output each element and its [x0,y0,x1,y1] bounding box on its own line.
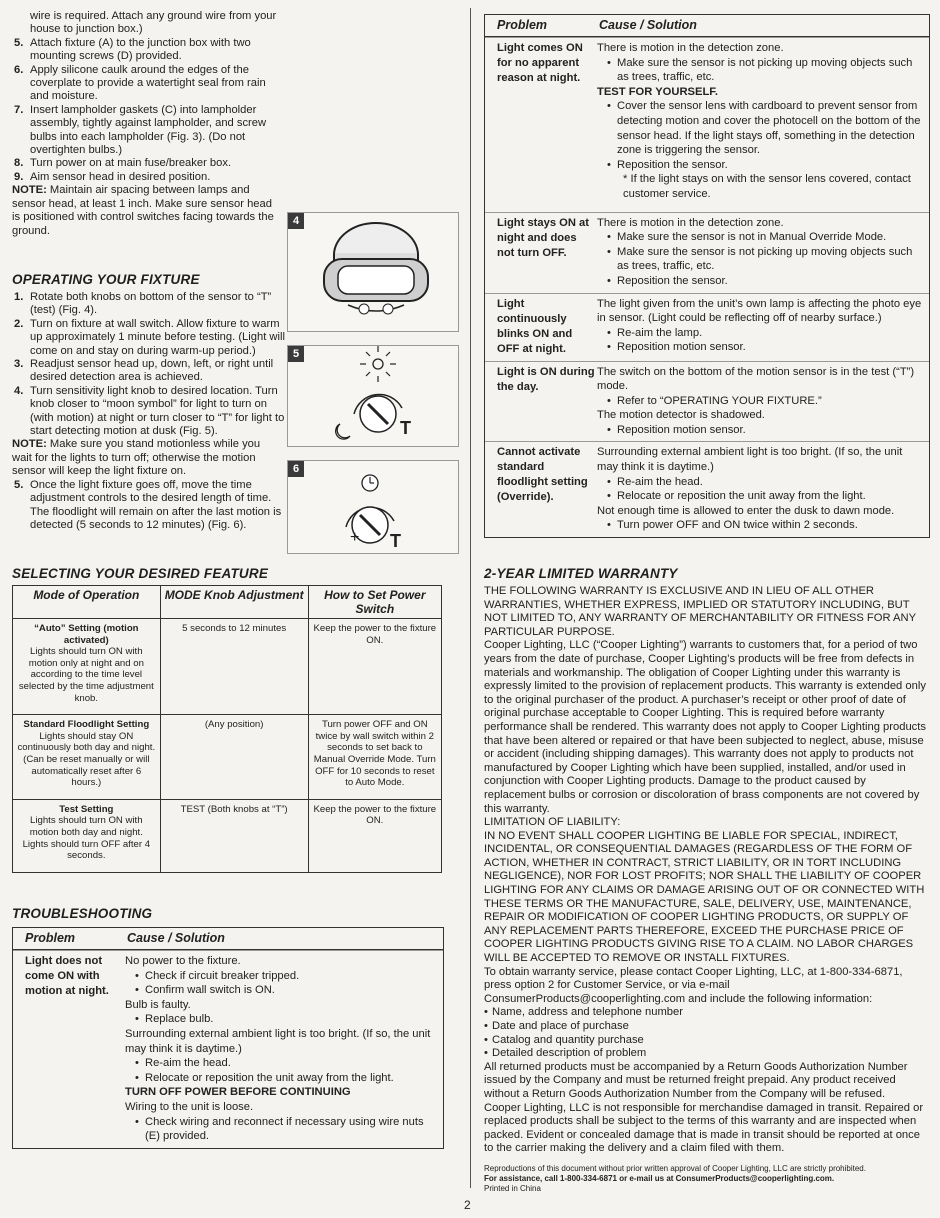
problem-cell: Light stays ON at night and does not turn OFF. [497,216,590,259]
mode-description: Lights should stay ON continuously both day and night. (Can be reset manually or will automatically reset after 6 hours.) [17,730,156,789]
list-item [12,358,287,385]
table-row [485,441,929,537]
step-text: Attach fixture (A) to the junction box with two mounting screws (D) provided. [30,36,251,63]
problem-cell: Light is ON during the day. [497,365,595,393]
cause-text: The motion detector is shadowed. [597,409,765,422]
solution-item: • Reposition motion sensor. [597,423,923,438]
solution-item: • Refer to “OPERATING YOUR FIXTURE.” [597,394,923,409]
solution-item: • Re-aim the lamp. [597,326,923,341]
power-cell: Turn power OFF and ON twice by wall switch within 2 seconds to set back to Manual Override Mode. Turn OFF for 10 seconds to reset to Auto Mode. [308,715,441,800]
figure-5-label: 5 [288,346,304,362]
cause-text: There is motion in the detection zone. [597,216,784,229]
solution-item: • Make sure the sensor is not picking up moving objects such as trees, traffic, etc. [597,245,923,274]
sensor-head-illustration [288,213,458,331]
step-text: Once the light fixture goes off, move the time adjustment controls to the desired length of time. The floodlight will remain on after the last motion is detected (5 seconds to 12 minutes) (Fig. 6). [30,478,282,531]
fine-print [484,1164,930,1194]
solution-item: • Reposition the sensor. [597,274,923,289]
list-item [12,37,280,64]
solution-item: • Check if circuit breaker tripped. [125,969,437,984]
step-number: 3. [14,358,24,371]
cause-text: Surrounding external ambient light is too bright. (If so, the unit may think it is daytime.) [597,446,903,474]
step-number: 1. [14,291,24,303]
page-number: 2 [464,1198,471,1212]
mode-cell [13,799,161,872]
warranty-disclaimer: THE FOLLOWING WARRANTY IS EXCLUSIVE AND IN LIEU OF ALL OTHER WARRANTIES, WHETHER EXPRESS, IMPLIED OR STATUTORY INCLUDING, BUT NOT LIMITED TO, ANY WARRANTY OF MERCHANTABILITY OR FITNESS FOR ANY PARTICULAR PURPOSE. [484,585,916,638]
step-number: 5. [14,36,24,49]
warning-text: TURN OFF POWER BEFORE CONTINUING [125,1086,351,1099]
step-number: 4. [14,384,24,397]
col-problem: Problem [25,931,76,945]
feature-table [12,585,442,873]
troubleshooting-header [13,928,443,950]
troubleshooting-table-2 [484,14,930,538]
install-list [12,37,280,184]
step-text: Apply silicone caulk around the edges of the coverplate to provide a watertight seal from rain and moisture. [30,63,266,103]
solution-item: • Relocate or reposition the unit away from the light. [125,1071,437,1086]
list-item [12,479,287,533]
col-cause: Cause / Solution [127,931,225,945]
step-text: Insert lampholder gaskets (C) into lampholder assembly, tightly against lampholder, and screw bulbs into each lampholder (Fig. 3). (Do not overtighten bulbs.) [30,103,267,157]
knob-cell: TEST (Both knobs at “T”) [160,799,308,872]
figure-4 [287,212,459,332]
sub-note: * If the light stays on with the sensor lens covered, contact customer service. [623,173,911,200]
problem-cell: Cannot activate standard floodlight setting (Override). [497,446,588,504]
list-item [12,64,280,104]
transit-policy: Cooper Lighting, LLC is not responsible for merchandise damaged in transit. Repaired or replaced products shall be subject to the terms of this warranty and are inspected when packed. Evident or concealed damage that is made in transit should be reported at once to the carrier making the delivery and a claim filed with them. [484,1101,924,1155]
knob-cell: 5 seconds to 12 minutes [160,619,308,715]
step-number: 7. [14,103,24,116]
note-text: Maintain air spacing between lamps and sensor head, at least 1 inch. Make sure sensor head is positioned with control switches facing towards the ground. [12,184,274,237]
solution-item: • Make sure the sensor is not in Manual Override Mode. [597,230,923,245]
operating-list [12,291,287,438]
cause-text: TEST FOR YOURSELF. [597,85,719,98]
table-row [485,212,929,293]
step-text: Rotate both knobs on bottom of the sensor to “T” (test) (Fig. 4). [30,291,272,317]
troubleshooting-table [12,927,444,1149]
list-item [12,318,287,358]
solution-item: • Turn power OFF and ON twice within 2 seconds. [597,518,923,533]
cause-cell [597,297,929,357]
step-number: 9. [14,170,24,183]
problem-cell: Light continuously blinks ON and OFF at night. [497,297,573,355]
fine-print-1: Reproductions of this document without prior written approval of Cooper Lighting, LLC are strictly prohibited. [484,1163,866,1173]
power-cell: Keep the power to the fixture ON. [308,799,441,872]
mode-description: Lights should turn ON with motion only at night and on according to the time level selected by the time adjustment knob. [18,646,154,704]
mode-title: “Auto” Setting (motion activated) [34,623,139,646]
list-item [12,171,280,184]
column-header: How to Set Power Switch [308,586,441,619]
cause-cell [597,445,929,533]
feature-table-body [13,619,442,873]
warranty-terms: Cooper Lighting, LLC (“Cooper Lighting”) warrants to customers that, for a period of two years from the date of purchase, Cooper Lighting’s products will be free from defects in materials and workmanship. The obligation of Cooper Lighting under this warranty is expressly limited to the provision of replacement products. This warranty is extended only to the original purchaser of the product. A purchaser’s receipt or other proof of date of original purchase acceptable to Cooper Lighting. This is required before warranty performance shall be rendered. This warranty does not apply to Cooper Lighting products that have been altered or repaired or that have been subjected to neglect, abuse, misuse or accident (including shipping damages). This warranty does not apply to products not manufactured by Cooper Lighting which have been supplied, installed, and/or used in conjunction with Cooper Lighting products. Damage to the product caused by replacement bulbs or corrosion or discoloration of brass components are not covered by this warranty. [484,639,926,815]
liability-heading: LIMITATION OF LIABILITY: [484,816,621,829]
step-text: Turn power on at main fuse/breaker box. [30,157,232,170]
troubleshooting-heading: TROUBLESHOOTING [12,906,153,921]
table-row [13,799,442,872]
table-row [485,37,929,212]
mode-title: Standard Floodlight Setting [23,719,150,731]
figure-4-label: 4 [288,213,304,229]
problem-cell: Light does not come ON with motion at night. [25,955,109,997]
list-item [12,104,280,158]
solution-item: • Relocate or reposition the unit away from the light. [597,489,923,504]
list-item: • Catalog and quantity purchase [484,1034,930,1048]
table-row [13,715,442,800]
feature-section [12,566,452,873]
step-text: Turn on fixture at wall switch. Allow fixture to warm up approximately 1 minute before testing. (Light will come on and stay on during warm-up period.) [30,317,285,357]
solution-item: • Confirm wall switch is ON. [125,983,437,998]
cause-cell [597,216,929,289]
mode-title: Test Setting [59,803,114,815]
cause-text: The light given from the unit’s own lamp is affecting the photo eye in sensor. (Light could be reflecting off of nearby surface.) [597,297,922,325]
feature-table-header [13,586,442,619]
solution-item: • Reposition the sensor. [597,158,923,173]
column-header: MODE Knob Adjustment [160,586,308,619]
solution-item: • Re-aim the head. [125,1056,437,1071]
table-row [485,361,929,442]
list-item: • Detailed description of problem [484,1047,930,1061]
step-text: Readjust sensor head up, down, left, or right until desired detection area is achieved. [30,358,274,384]
solution-item: • Check wiring and reconnect if necessary using wire nuts (E) provided. [125,1115,437,1144]
knob-cell: (Any position) [160,715,308,800]
mode-cell [13,715,161,800]
mode-cell [13,619,161,715]
warranty-section [484,566,930,1194]
install-steps [12,10,280,238]
solution-item: • Re-aim the head. [597,475,923,490]
mode-description: Lights should turn ON with motion both day and night. Lights should turn OFF after 4 seconds. [22,815,151,862]
warranty-body [484,585,930,1194]
list-item: • Date and place of purchase [484,1020,930,1034]
cause-cell [125,954,443,1144]
cause-text: There is motion in the detection zone. [597,42,784,54]
fine-print-2: For assistance, call 1-800-334-6871 or e-mail us at ConsumerProducts@cooperlighting.com. [484,1173,835,1183]
list-item [12,291,287,318]
liability-text: IN NO EVENT SHALL COOPER LIGHTING BE LIABLE FOR SPECIAL, INDIRECT, INCIDENTAL, OR CONSEQUENTIAL DAMAGES (REGARDLESS OF THE FORM OF ACTION, WHETHER IN CONTRACT, STRICT LIABILITY, OR IN TORT INCLUDING NEGLIGENCE), NOR FOR LOST PROFITS; NOR SHALL THE LIABILITY OF COOPER LIGHTING FOR ANY CLAIMS OR DAMAGE ARISING OUT OF OR CONNECTED WITH THESE TERMS OR THE MANUFACTURE, SALE, DELIVERY, USE, MAINTENANCE, REPAIR OR MODIFICATION OF COOPER LIGHTING PRODUCTS, OR SUPPLY OF ANY REPLACEMENT PARTS THEREFORE, EXCEED THE PURCHASE PRICE OF COOPER LIGHTING PRODUCTS GIVING RISE TO A CLAIM. NO LABOR CHARGES WILL BE ACCEPTED TO REMOVE OR INSTALL FIXTURES. [484,829,925,965]
figure-5 [287,345,459,447]
step-number: 8. [14,157,24,170]
cause-text: No power to the fixture. [125,955,241,967]
operating-note [12,438,274,478]
plus-label: + [350,529,360,546]
step-text: Turn sensitivity light knob to desired location. Turn knob closer to “moon symbol” for light to turn on (with motion) at night or turn closer to “T” for light to start detecting motion at dusk (Fig. 5). [30,384,285,438]
table-row [13,950,443,1148]
cause-text: Not enough time is allowed to enter the dusk to dawn mode. [597,504,895,517]
step-number: 2. [14,317,24,330]
power-cell: Keep the power to the fixture ON. [308,619,441,715]
col-cause: Cause / Solution [599,18,697,32]
troubleshooting-section [12,906,456,1149]
operating-list-2 [12,479,287,533]
install-note [12,184,274,238]
solution-item: • Replace bulb. [125,1012,437,1027]
install-intro: wire is required. Attach any ground wire from your house to junction box.) [30,10,277,36]
figure-6 [287,460,459,554]
col-problem: Problem [497,18,548,32]
solution-item: • Cover the sensor lens with cardboard to prevent sensor from detecting motion and cover the photocell on the bottom of the sensor head. If the light stays off, something in the detection zone is triggering the sensor. [597,99,923,157]
cause-text: Wiring to the unit is loose. [125,1100,254,1113]
op-note-text: Make sure you stand motionless while you wait for the lights to turn off; otherwise the motion sensor will keep the light fixture on. [12,438,261,478]
cause-text: The switch on the bottom of the motion sensor is in the test (“T”) mode. [597,365,915,393]
step-text: Aim sensor head in desired position. [30,170,211,183]
figure-6-label: 6 [288,461,304,477]
cause-text: Bulb is faulty. [125,998,191,1011]
cause-cell [597,365,929,438]
cause-cell [597,41,929,202]
feature-heading: SELECTING YOUR DESIRED FEATURE [12,566,269,581]
sensitivity-knob-illustration [288,346,458,446]
cause-text: Surrounding external ambient light is too bright. (If so, the unit may think it is daytime.) [125,1027,431,1055]
time-knob-illustration [288,461,458,553]
operating-section [12,272,287,532]
op-note-label: NOTE: [12,438,47,451]
column-divider [470,8,471,1188]
step-number: 5. [14,478,24,491]
warranty-heading: 2-YEAR LIMITED WARRANTY [484,566,678,581]
column-header: Mode of Operation [13,586,161,619]
step-number: 6. [14,63,24,76]
solution-item: • Make sure the sensor is not picking up moving objects such as trees, traffic, etc. [597,56,923,85]
return-policy: All returned products must be accompanied by a Return Goods Authorization Number issued by the Company and must be returned freight prepaid. Any product received without a Return Goods Authorization Number from the Company will be refused. [484,1060,908,1100]
table-row [13,619,442,715]
operating-heading: OPERATING YOUR FIXTURE [12,272,200,287]
service-instructions: To obtain warranty service, please contact Cooper Lighting, LLC, at 1-800-334-6871, press option 2 for Customer Service, or via e-mail ConsumerProducts@cooperlighting.com and include the following information: [484,965,903,1005]
list-item [12,385,287,439]
troubleshooting-header-2 [485,15,929,37]
list-item [12,157,280,170]
problem-cell: Light comes ON for no apparent reason at night. [497,42,583,84]
note-label: NOTE: [12,184,47,197]
t-label-6: T [390,531,401,551]
table-row [485,293,929,361]
fine-print-3: Printed in China [484,1183,541,1193]
list-item: • Name, address and telephone number [484,1006,930,1020]
t-label: T [400,418,411,438]
solution-item: • Reposition motion sensor. [597,340,923,355]
